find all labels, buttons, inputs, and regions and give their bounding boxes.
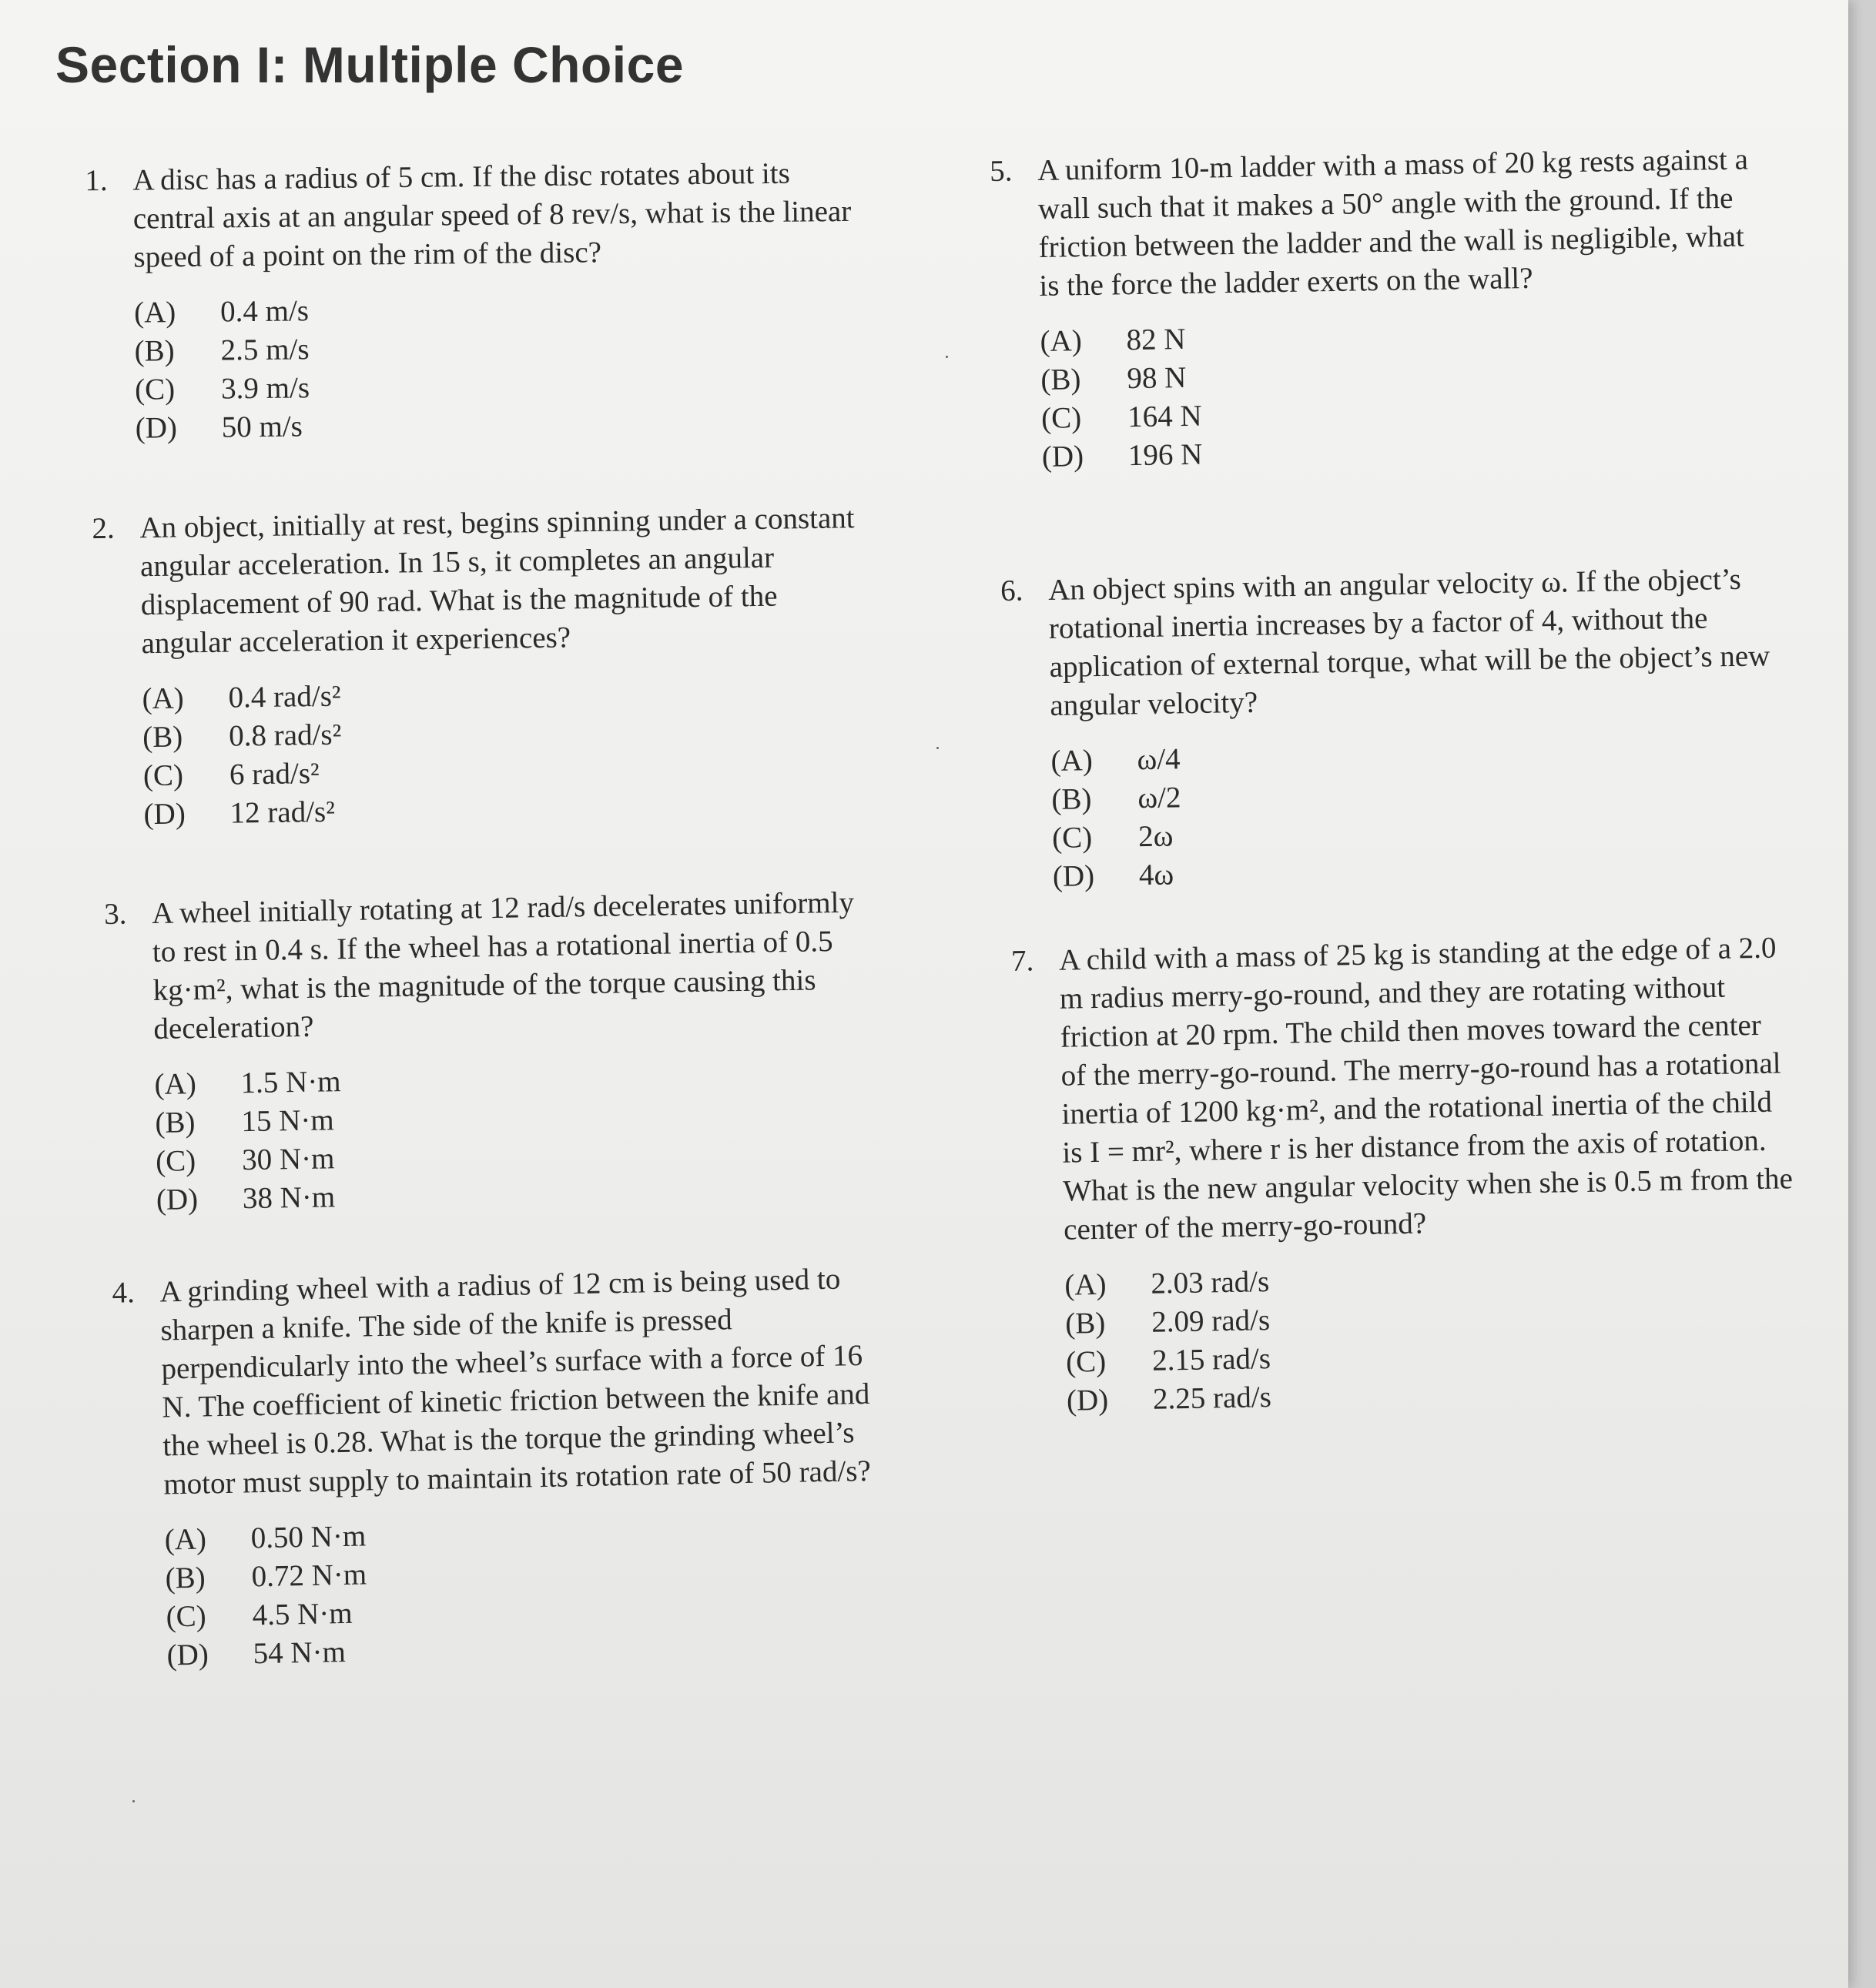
question-text: A child with a mass of 25 kg is standing at the edge of a 2.0 m radius merry-go-round, and they are rotating without friction at 20 rpm. The child then moves toward the center of the merry-go-round. The merry-go-round has a rotational inertia of 1200 kg·m², and the rotational inertia of the child is I = mr², where r is her distance from the axis of rotation. What is the new angular velocity when she is 0.5 m from the center of the merry-go-round?	[1058, 931, 1794, 1247]
choice-text: 2.5 m/s	[220, 333, 310, 367]
choice-letter: (A)	[133, 296, 176, 330]
paper-speck	[936, 747, 939, 749]
question-number: 1.	[85, 163, 108, 198]
choice-text: 164 N	[1127, 399, 1202, 434]
choice-letter: (B)	[1064, 1306, 1106, 1340]
choice-letter: (B)	[1051, 782, 1092, 816]
question-number: 7.	[1010, 944, 1034, 978]
choice-text: 2.03 rad/s	[1151, 1265, 1270, 1300]
choice-letter: (A)	[142, 681, 184, 716]
choice-letter: (B)	[142, 720, 183, 755]
choice-letter: (A)	[1040, 324, 1083, 358]
question-text: A grinding wheel with a radius of 12 cm is being used to sharpen a knife. The side of the knife is pressed perpendicularly into the wheel’s surface with a force of 16 N. The coefficient of kinetic friction between the knife and the wheel is 0.28. What is the torque the grinding wheel’s motor must supply to maintain its rotation rate of 50 rad/s?	[159, 1262, 872, 1501]
choice-text: 2.25 rad/s	[1152, 1381, 1272, 1416]
choice-text: 2ω	[1137, 819, 1174, 854]
choice-text: 54 N·m	[253, 1635, 347, 1671]
choice-d	[135, 402, 865, 448]
question-number: 4.	[112, 1276, 136, 1310]
question-1	[85, 154, 866, 449]
choice-letter: (D)	[1052, 859, 1095, 893]
choice-letter: (B)	[134, 334, 175, 368]
choice-text: 0.4 m/s	[219, 294, 310, 329]
choice-letter: (D)	[1066, 1383, 1109, 1417]
choice-text: 0.4 rad/s²	[228, 679, 341, 715]
choice-text: 2.09 rad/s	[1151, 1304, 1271, 1339]
choice-letter: (C)	[155, 1144, 196, 1178]
question-number: 2.	[92, 511, 115, 546]
question-number: 3.	[103, 897, 127, 931]
choice-text: 196 N	[1127, 437, 1203, 473]
choice-letter: (D)	[143, 797, 186, 832]
choice-letter: (C)	[166, 1599, 207, 1634]
choice-list	[154, 1054, 886, 1220]
choice-text: ω/4	[1137, 742, 1181, 777]
choice-text: ω/2	[1137, 781, 1181, 815]
choice-letter: (B)	[155, 1106, 196, 1140]
choice-text: 3.9 m/s	[220, 371, 310, 406]
choice-letter: (C)	[1040, 401, 1082, 435]
question-5	[990, 140, 1773, 477]
choice-text: 6 rad/s²	[229, 756, 320, 792]
choice-letter: (D)	[166, 1638, 209, 1672]
choice-letter: (C)	[134, 373, 176, 407]
choice-text: 4.5 N·m	[252, 1596, 353, 1632]
choice-letter: (B)	[1040, 363, 1081, 397]
question-4	[112, 1259, 897, 1675]
choice-text: 0.72 N·m	[251, 1558, 367, 1594]
question-2	[92, 499, 874, 835]
question-number: 5.	[989, 154, 1013, 188]
choice-text: 50 m/s	[221, 410, 303, 444]
question-text: A uniform 10-m ladder with a mass of 20 kg rests against a wall such that it makes a 50° angle with the ground. If the friction between the ladder and the wall is negligible, what is the force the ladder exerts on the wall?	[1037, 142, 1749, 303]
question-text: A wheel initially rotating at 12 rad/s decelerates uniformly to rest in 0.4 s. If the wheel has a rotational inertia of 0.5 kg·m², what is the magnitude of the torque causing this deceleration?	[151, 885, 855, 1046]
choice-list	[1040, 311, 1772, 477]
choice-text: 2.15 rad/s	[1151, 1342, 1271, 1377]
choice-letter: (A)	[164, 1522, 207, 1557]
choice-letter: (C)	[142, 758, 184, 793]
choice-letter: (A)	[1064, 1267, 1107, 1302]
question-6	[1000, 560, 1784, 897]
choice-list	[134, 286, 866, 448]
choice-text: 38 N·m	[242, 1180, 336, 1216]
choice-letter: (D)	[1041, 440, 1084, 474]
choice-letter: (C)	[1051, 821, 1093, 855]
choice-text: 98 N	[1127, 360, 1187, 396]
question-number: 6.	[1000, 574, 1023, 607]
section-title: Section I: Multiple Choice	[55, 36, 685, 93]
choice-text: 12 rad/s²	[229, 795, 336, 830]
choice-text: 30 N·m	[241, 1142, 335, 1177]
choice-text: 0.50 N·m	[250, 1519, 367, 1555]
choice-text: 1.5 N·m	[240, 1065, 341, 1100]
choice-letter: (B)	[165, 1561, 206, 1595]
choice-letter: (A)	[1050, 744, 1094, 778]
choice-letter: (A)	[154, 1067, 197, 1101]
question-text: A disc has a radius of 5 cm. If the disc rotates about its central axis at an angular speed of 8 rev/s, what is the linear speed of a point on the rim of the disc?	[132, 156, 852, 274]
choice-list	[164, 1507, 897, 1675]
choice-letter: (D)	[135, 411, 178, 445]
question-3	[104, 883, 887, 1220]
choice-text: 0.8 rad/s²	[228, 718, 342, 753]
choice-list	[1064, 1253, 1797, 1421]
paper-speck	[946, 356, 948, 358]
choice-letter: (D)	[156, 1183, 199, 1217]
choice-letter: (C)	[1065, 1344, 1107, 1379]
paper-speck	[132, 1800, 135, 1802]
choice-text: 82 N	[1126, 322, 1186, 357]
choice-text: 15 N·m	[241, 1103, 334, 1139]
question-7	[1011, 929, 1797, 1421]
question-text: An object, initially at rest, begins spinning under a constant angular acceleration. In 15 s, it completes an angular displacement of 90 rad. What is the magnitude of the angular acceleration it experiences?	[139, 501, 855, 661]
choice-text: 4ω	[1138, 858, 1174, 892]
choice-list	[142, 670, 874, 834]
question-text: An object spins with an angular velocity ω. If the object’s rotational inertia increases by a factor of 4, without the application of external torque, what will be the object’s new angular velocity?	[1047, 562, 1770, 722]
choice-list	[1050, 731, 1783, 896]
